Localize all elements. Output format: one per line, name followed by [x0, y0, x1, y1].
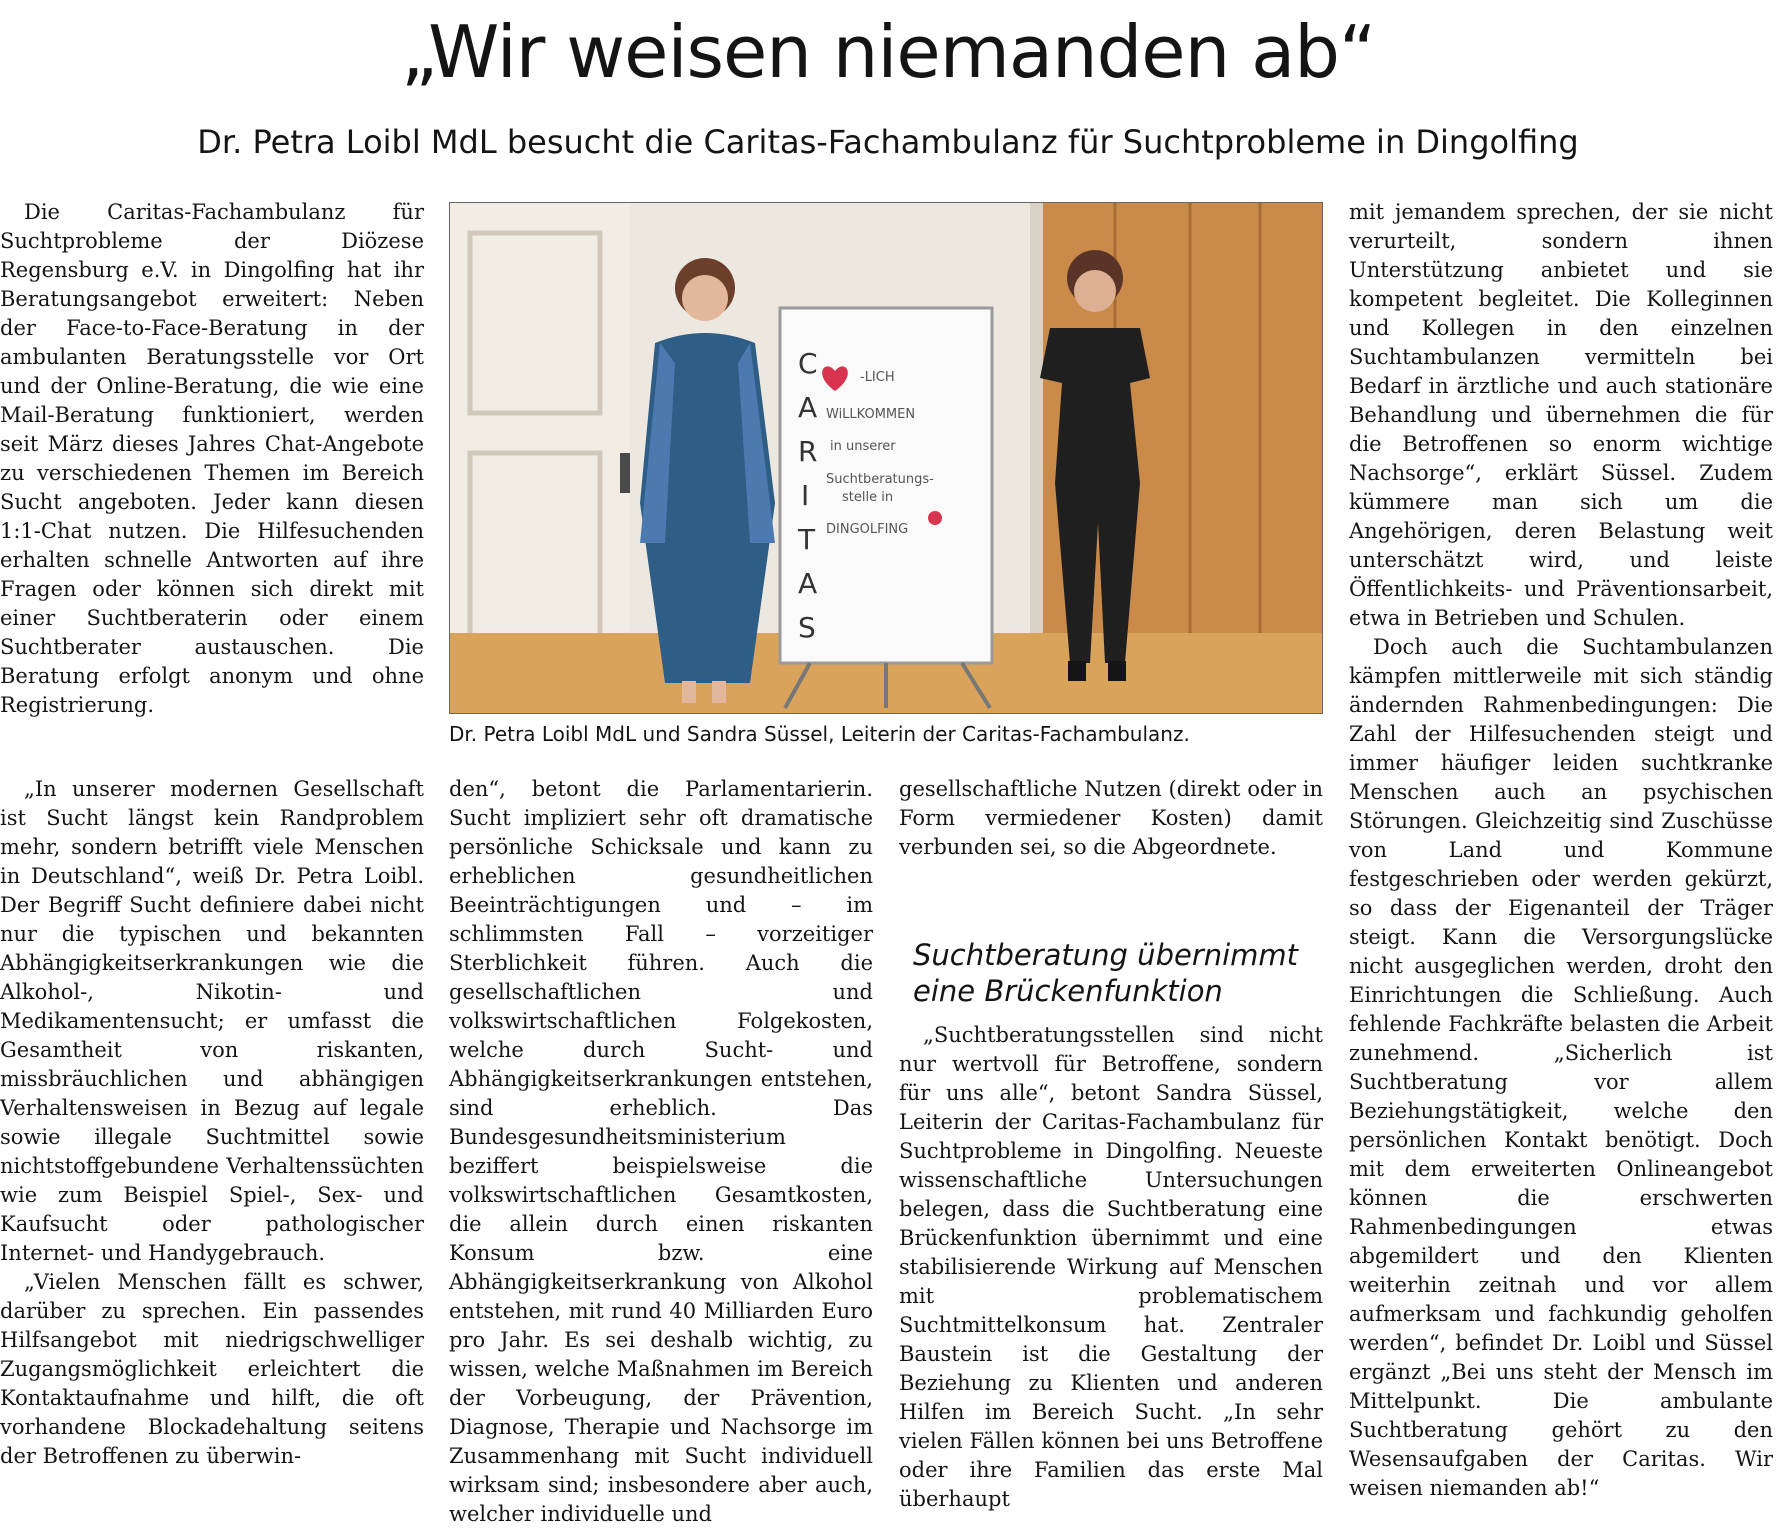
flipchart-letter: A: [798, 391, 818, 424]
paragraph: „Vielen Menschen fällt es schwer, darüber zu sprechen. Ein passendes Hilfsangebot mit niedrigschwelliger Zugangsmöglichkeit erleichtert die Kontaktaufnahme und hilft, die oft vorhandene Blockadehaltung seitens der Betroffenen zu überwin-: [0, 1270, 424, 1468]
flipchart-letter: A: [798, 567, 818, 600]
paragraph: „In unserer modernen Gesellschaft ist Sucht längst kein Randproblem mehr, sondern betrifft viele Menschen in Deutschland“, weiß Dr. Petra Loibl. Der Begriff Sucht definiere dabei nicht nur die typischen und bekannten Abhängigkeitserkrankungen wie die Alkohol-, Nikotin- und Medikamentensucht; er umfasst die Gesamtheit von riskanten, missbräuchlichen und abhängigen Verhaltensweisen in Bezug auf legale sowie illegale Suchtmittel sowie nichtstoffgebundene Verhaltenssüchten wie zum Beispiel Spiel-, Sex- und Kaufsucht oder pathologischer Internet- und Handygebrauch.: [0, 777, 424, 1265]
photo-caption: Dr. Petra Loibl MdL und Sandra Süssel, Leiterin der Caritas-Fachambulanz.: [449, 722, 1190, 746]
subheadline: Dr. Petra Loibl MdL besucht die Caritas-Fachambulanz für Suchtprobleme in Dingolfing: [197, 123, 1579, 161]
flipchart-letter: R: [798, 435, 818, 468]
balloon-icon: [928, 511, 942, 525]
flipchart-letter: C: [798, 347, 818, 380]
paragraph: „Suchtberatungsstellen sind nicht nur wertvoll für Betroffene, sondern für uns alle“, betont Sandra Süssel, Leiterin der Caritas-Fachambulanz für Suchtprobleme in Dingolfing. Neueste wissenschaftliche Untersuchungen belegen, dass die Suchtberatung eine Brückenfunktion übernimmt und eine stabilisierende Wirkung auf Menschen mit problematischem Suchtmittelkonsum hat. Zentraler Baustein ist die Gestaltung der Beziehung zu Klienten und anderen Hilfen im Bereich Sucht. „In sehr vielen Fällen können bei uns Betroffene oder ihre Familien das erste Mal überhaupt: [899, 1023, 1323, 1511]
paragraph: mit jemandem sprechen, der sie nicht verurteilt, sondern ihnen Unterstützung anbietet und sie kompetent begleitet. Die Kolleginnen und Kollegen in den einzelnen Suchtambulanzen vermitteln bei Bedarf in ärztliche und auch stationäre Behandlung und übernehmen die für die Betroffenen so enorm wichtige Nachsorge“, erklärt Süssel. Zudem kümmere man sich um die Angehörigen, deren Belastung weit unterschätzt wird, und leiste Öffentlichkeits- und Präventionsarbeit, etwa in Betrieben und Schulen.: [1349, 200, 1773, 630]
paragraph: den“, betont die Parlamentarierin. Sucht impliziert sehr oft dramatische persönliche Schicksale und kann zu erheblichen gesundheitlichen Beeinträchtigungen und – im schlimmsten Fall – vorzeitiger Sterblichkeit führen. Auch die gesellschaftlichen und volkswirtschaftlichen Folgekosten, welche durch Sucht- und Abhängigkeitserkrankungen entstehen, sind erheblich. Das Bundesgesundheitsministerium beziffert beispielsweise die volkswirtschaftlichen Gesamtkosten, die allein durch einen riskanten Konsum bzw. eine Abhängigkeitserkrankung von Alkohol entstehen, mit rund 40 Milliarden Euro pro Jahr. Es sei deshalb wichtig, zu wissen, welche Maßnahmen im Bereich der Vorbeugung, der Prävention, Diagnose, Therapie und Nachsorge im Zusammenhang mit Sucht individuell wirksam sind; insbesondere aber auch, welcher individuelle und: [449, 777, 873, 1526]
article-column-3: [899, 775, 1323, 1514]
flipchart-letter: I: [801, 479, 810, 512]
article-column-4: [1349, 198, 1773, 1503]
section-subheading: Suchtberatung übernimmt eine Brückenfunktion: [913, 938, 1299, 1008]
article-column-1-top: [0, 198, 424, 720]
flipchart-text: DINGOLFING: [826, 522, 909, 537]
article-column-1-bottom: [0, 775, 424, 1471]
flipchart-text: -LICH: [860, 370, 895, 385]
flipchart-text: Suchtberatungs-: [826, 472, 934, 487]
paragraph: Doch auch die Suchtambulanzen kämpfen mittlerweile mit sich ständig ändernden Rahmenbedingungen: Die Zahl der Hilfesuchenden steigt und immer häufiger leiden suchtkranke Menschen auch an psychischen Störungen. Gleichzeitig sind Zuschüsse von Land und Kommune festgeschrieben oder werden gekürzt, so dass der Eigenanteil der Träger steigt. Kann die Versorgungslücke nicht ausgeglichen werden, droht den Einrichtungen die Schließung. Auch fehlende Fachkräfte belasten die Arbeit zunehmend. „Sicherlich ist Suchtberatung vor allem Beziehungstätigkeit, welche den persönlichen Kontakt benötigt. Doch mit dem erweiterten Onlineangebot können die erschwerten Rahmenbedingungen etwas abgemildert und den Klienten weiterhin zeitnah und vor allem aufmerksam und fachkundig geholfen werden“, befindet Dr. Loibl und Süssel ergänzt „Bei uns steht der Mensch im Mittelpunkt. Die ambulante Suchtberatung gehört zu den Wesensaufgaben der Caritas. Wir weisen niemanden ab!“: [1349, 635, 1773, 1500]
article-column-2: [449, 775, 873, 1529]
flipchart-letter: S: [798, 611, 816, 644]
flipchart-text: in unserer: [830, 439, 896, 454]
article-photo: [449, 202, 1323, 714]
headline: „Wir weisen niemanden ab“: [400, 10, 1376, 94]
paragraph: gesellschaftliche Nutzen (direkt oder in Form vermiedener Kosten) damit verbunden sei, so die Abgeordnete.: [899, 777, 1323, 859]
paragraph: Die Caritas-Fachambulanz für Suchtprobleme der Diözese Regensburg e.V. in Dingolfing hat ihr Beratungsangebot erweitert: Neben der Face-to-Face-Beratung in der ambulanten Beratungsstelle vor Ort und der Online-Beratung, die wie eine Mail-Beratung funktioniert, werden seit März dieses Jahres Chat-Angebote zu verschiedenen Themen im Bereich Sucht angeboten. Jeder kann diesen 1:1-Chat nutzen. Die Hilfesuchenden erhalten schnelle Antworten auf ihre Fragen oder können sich direkt mit einer Suchtberaterin oder einem Suchtberater austauschen. Die Beratung erfolgt anonym und ohne Registrierung.: [0, 200, 424, 717]
flipchart-text: WiLLKOMMEN: [826, 407, 916, 422]
flipchart-letter: T: [798, 523, 816, 556]
flipchart-text: stelle in: [842, 490, 894, 505]
